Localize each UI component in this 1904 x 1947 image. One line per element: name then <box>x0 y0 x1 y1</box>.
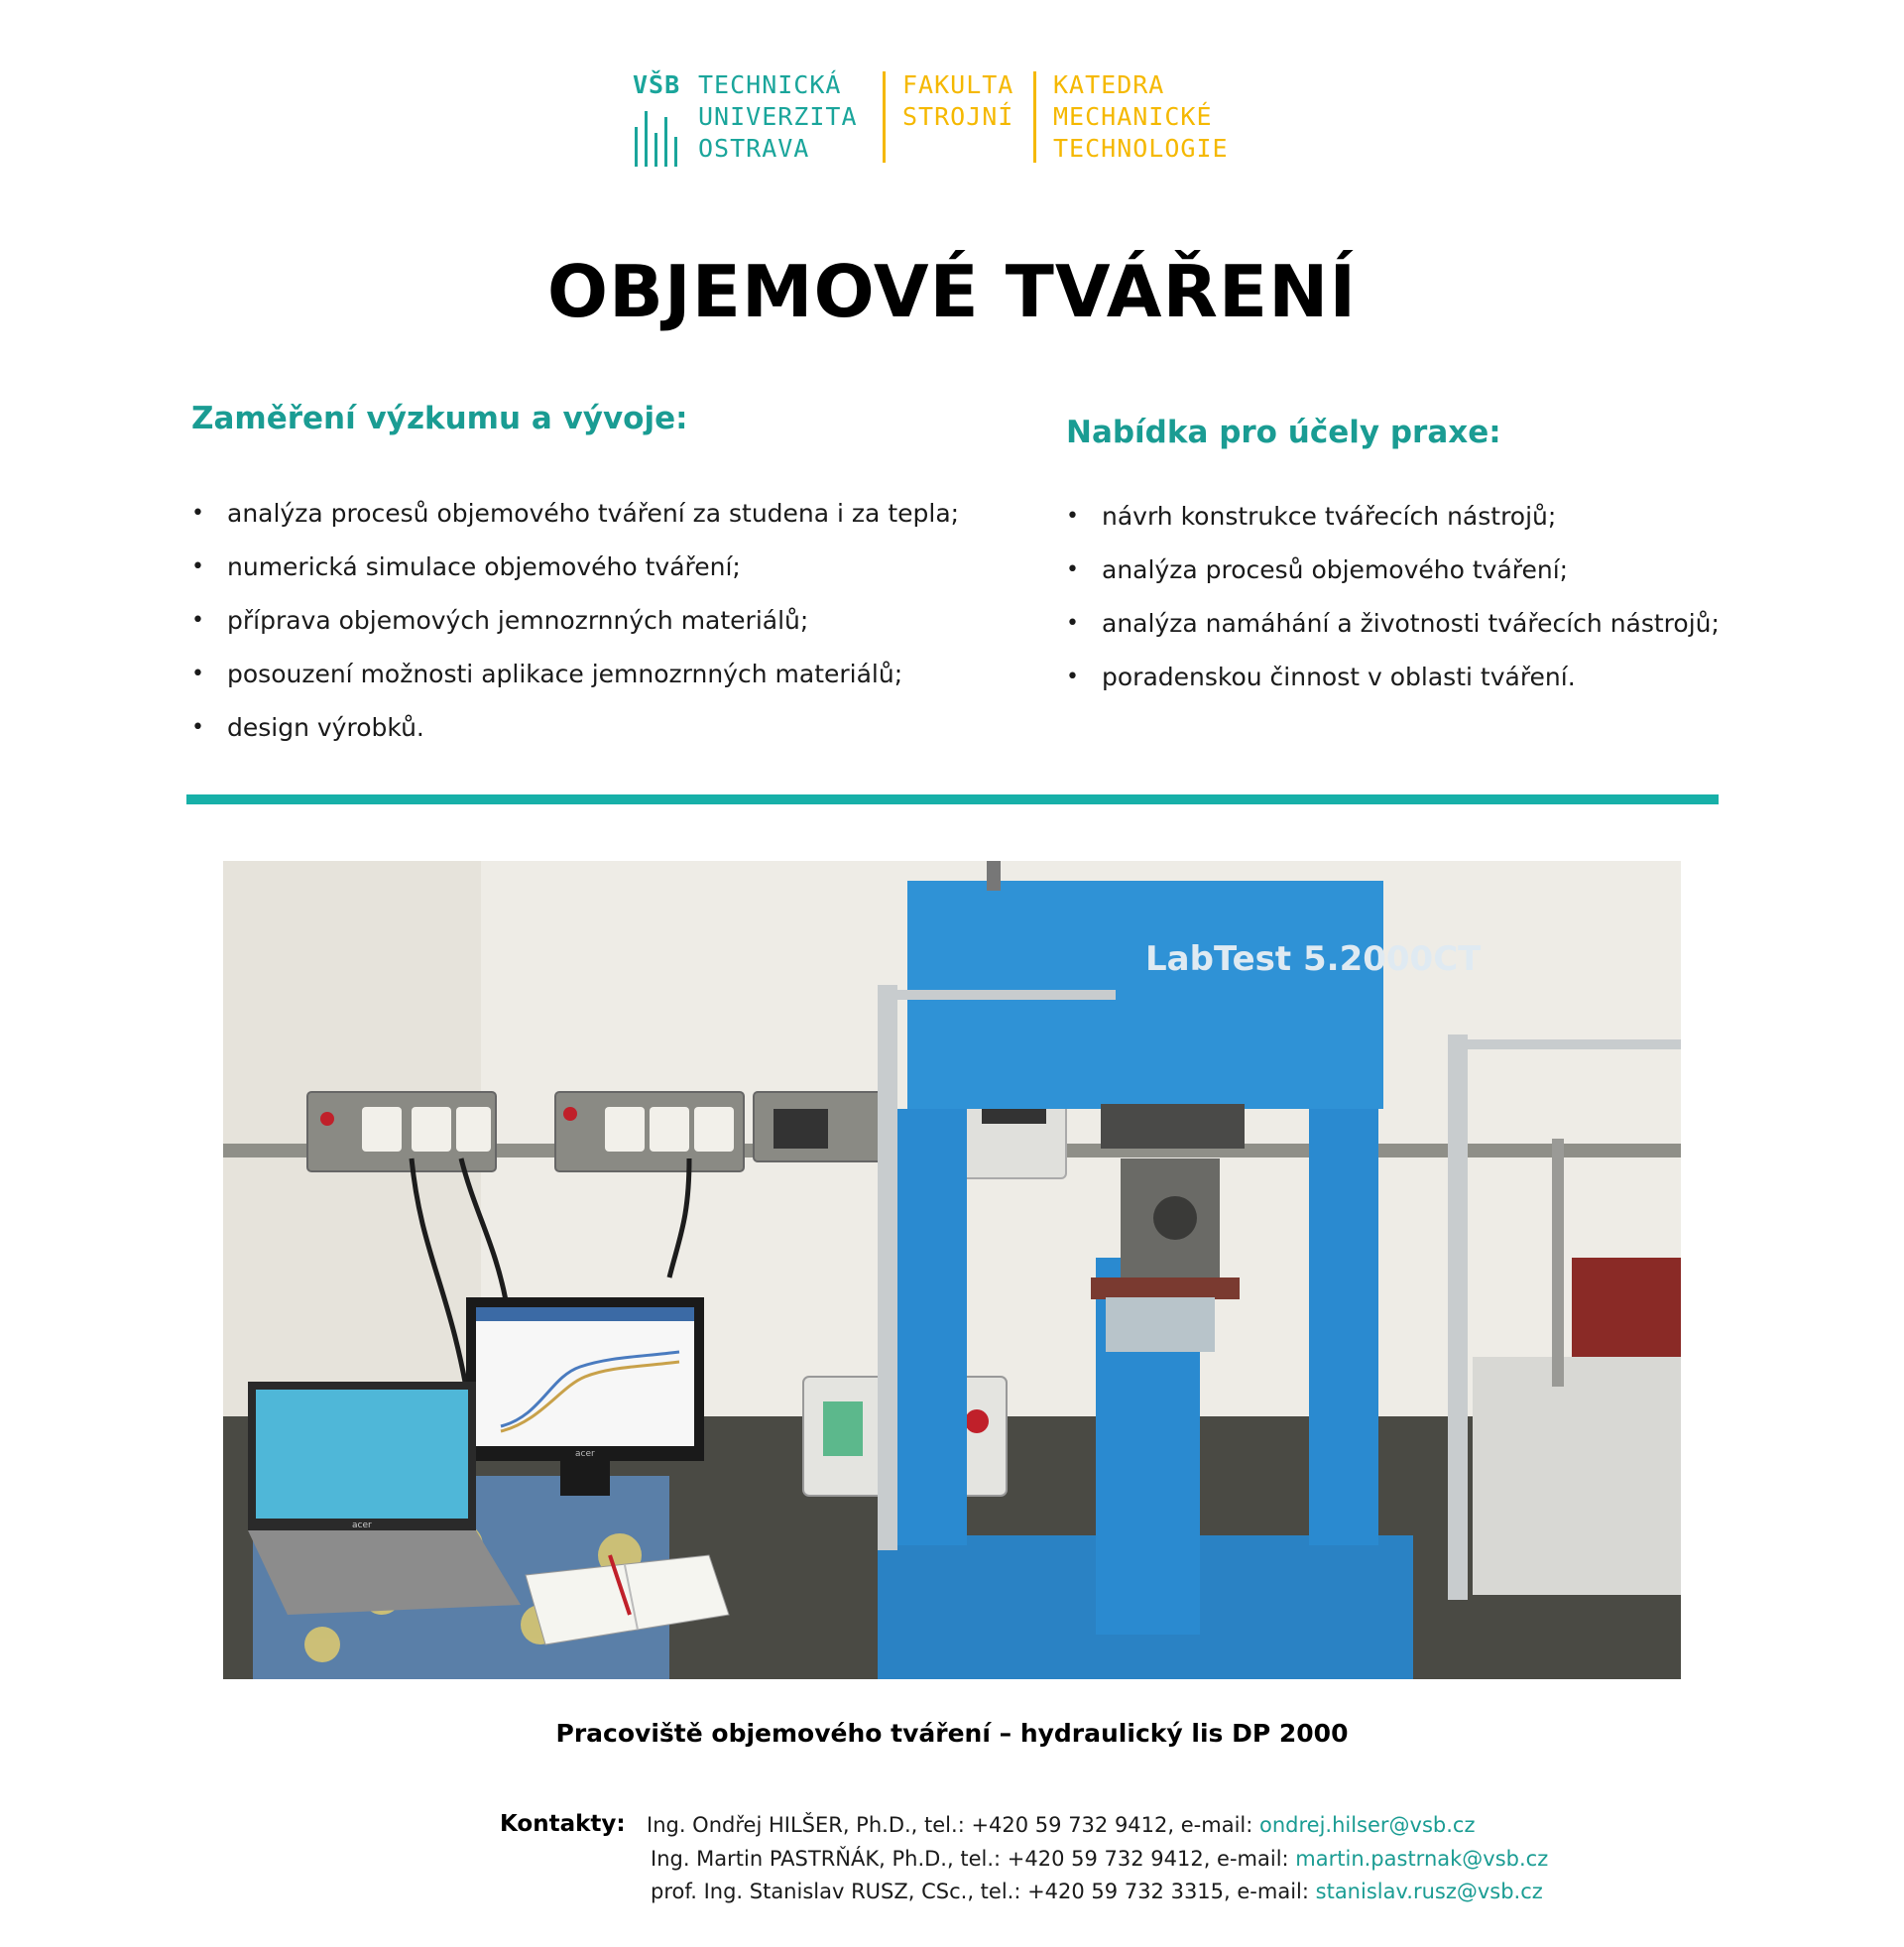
monitor-brand: acer <box>575 1449 595 1459</box>
photo-caption: Pracoviště objemového tváření – hydraulický lis DP 2000 <box>555 1719 1349 1748</box>
contacts-label: Kontakty: <box>500 1811 626 1837</box>
contact-line <box>651 1847 1548 1871</box>
list-item <box>191 498 959 551</box>
offer-list <box>1066 501 1720 715</box>
bullet-icon: • <box>191 554 204 579</box>
research-list <box>191 498 959 766</box>
contact-line <box>651 1880 1543 1903</box>
list-item-text: poradenskou činnost v oblasti tváření. <box>1102 663 1576 691</box>
bullet-icon: • <box>1066 611 1079 636</box>
logo-department-line: KATEDRA <box>1053 70 1165 99</box>
contact-email-link[interactable]: martin.pastrnak@vsb.cz <box>1295 1847 1549 1871</box>
bullet-icon: • <box>191 662 204 686</box>
logo-faculty-line: FAKULTA <box>902 70 1014 99</box>
logo-university-line: UNIVERZITA <box>698 102 858 131</box>
contact-email-link[interactable]: stanislav.rusz@vsb.cz <box>1315 1880 1543 1903</box>
list-item <box>191 551 959 605</box>
lab-photo <box>223 861 1681 1679</box>
logo-faculty-name <box>902 69 1013 133</box>
list-item-text: příprava objemových jemnozrnných materiálů; <box>227 606 809 635</box>
offer-heading: Nabídka pro účely praxe: <box>1066 415 1501 450</box>
contact-text: prof. Ing. Stanislav RUSZ, CSc., tel.: +420 59 732 3315, e-mail: <box>651 1880 1316 1903</box>
list-item <box>1066 501 1720 554</box>
contact-email-link[interactable]: ondrej.hilser@vsb.cz <box>1258 1813 1476 1837</box>
bullet-icon: • <box>1066 665 1079 689</box>
list-item <box>1066 662 1720 715</box>
list-item-text: analýza procesů objemového tváření za studena i za tepla; <box>227 499 960 528</box>
list-item <box>191 712 959 766</box>
logo-separator <box>1033 71 1036 163</box>
logo-university-name <box>698 69 858 165</box>
laptop-brand: acer <box>352 1521 372 1530</box>
bullet-icon: • <box>191 715 204 740</box>
logo-department-line: TECHNOLOGIE <box>1053 134 1229 163</box>
list-item-text: analýza procesů objemového tváření; <box>1102 555 1569 584</box>
list-item-text: numerická simulace objemového tváření; <box>227 552 741 581</box>
section-divider <box>186 794 1719 804</box>
bullet-icon: • <box>1066 557 1079 582</box>
list-item-text: analýza namáhání a životnosti tvářecích nástrojů; <box>1102 609 1720 638</box>
list-item-text: design výrobků. <box>227 713 424 742</box>
logo-separator <box>883 71 886 163</box>
page-title: OBJEMOVÉ TVÁŘENÍ <box>546 250 1358 333</box>
bullet-icon: • <box>191 501 204 526</box>
list-item <box>191 659 959 712</box>
list-item <box>191 605 959 659</box>
contact-text: Ing. Ondřej HILŠER, Ph.D., tel.: +420 59 732 9412, e-mail: <box>647 1813 1259 1837</box>
contact-line <box>647 1813 1476 1837</box>
logo-university-line: TECHNICKÁ <box>698 70 842 99</box>
press-label: LabTest 5.2000CT <box>1145 939 1482 979</box>
logo-vsb <box>633 69 680 101</box>
contact-text: Ing. Martin PASTRŇÁK, Ph.D., tel.: +420 59 732 9412, e-mail: <box>651 1847 1296 1871</box>
list-item <box>1066 554 1720 608</box>
list-item-text: návrh konstrukce tvářecích nástrojů; <box>1102 502 1557 531</box>
list-item <box>1066 608 1720 662</box>
logo-university-line: OSTRAVA <box>698 134 810 163</box>
logo-department-name <box>1053 69 1229 165</box>
bullet-icon: • <box>1066 504 1079 529</box>
logo-faculty-line: STROJNÍ <box>902 102 1014 131</box>
logo-bars-icon <box>635 109 682 167</box>
bullet-icon: • <box>191 608 204 633</box>
list-item-text: posouzení možnosti aplikace jemnozrnných materiálů; <box>227 660 903 688</box>
research-heading: Zaměření výzkumu a vývoje: <box>191 401 688 436</box>
logo-department-line: MECHANICKÉ <box>1053 102 1213 131</box>
logo-vsb-text: VŠB <box>633 70 681 99</box>
